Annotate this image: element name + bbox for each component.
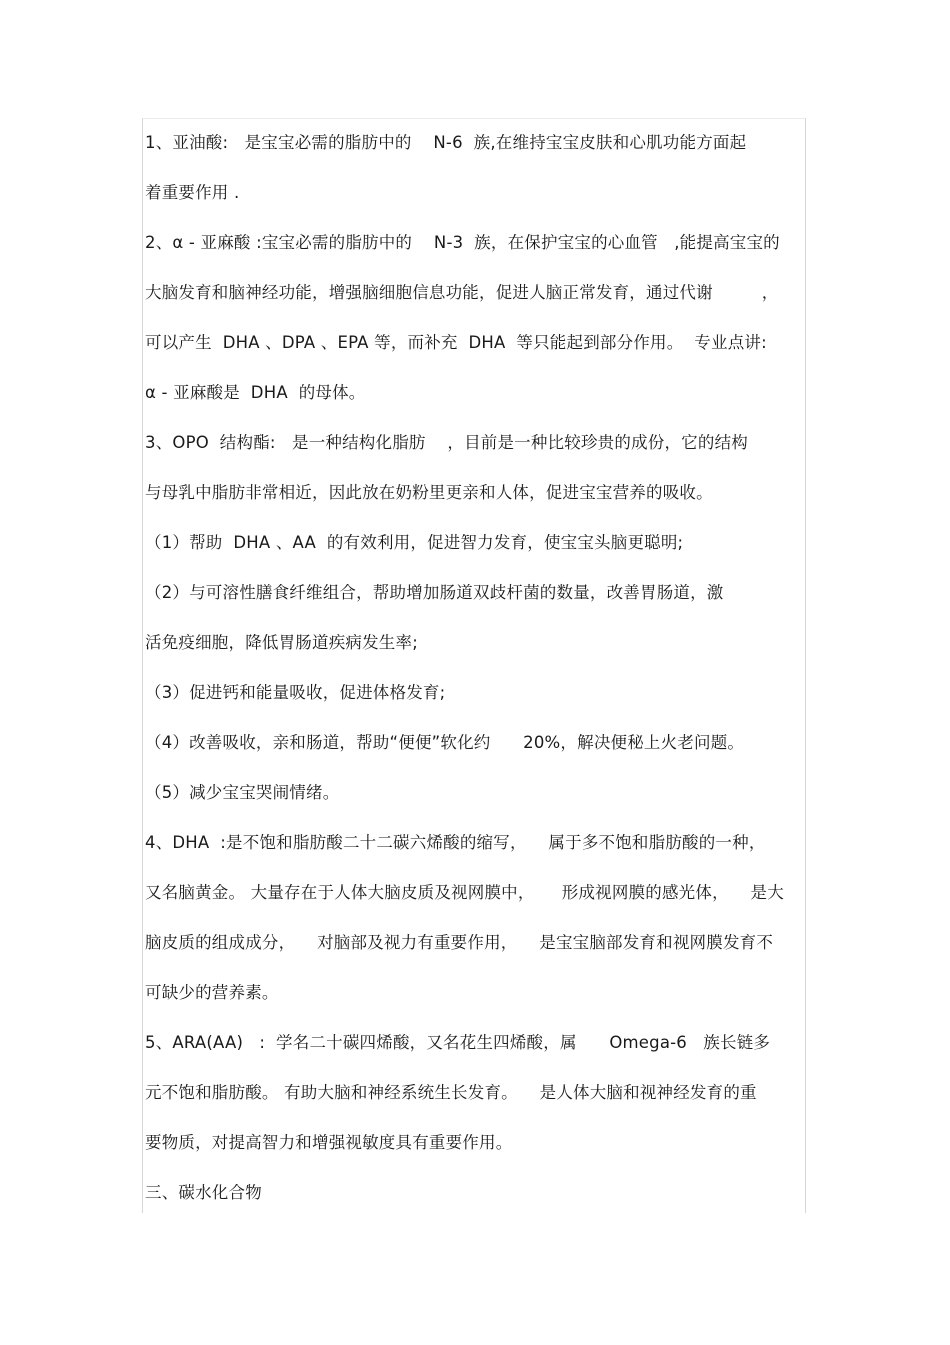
text-line: 与母乳中脂肪非常相近，因此放在奶粉里更亲和人体，促进宝宝营养的吸收。 bbox=[145, 483, 713, 502]
document-body bbox=[145, 118, 810, 1218]
text-line: 可缺少的营养素。 bbox=[145, 983, 279, 1002]
text-line: 大脑发育和脑神经功能，增强脑细胞信息功能，促进人脑正常发育，通过代谢 ， bbox=[145, 283, 779, 302]
text-line: （1）帮助 DHA 、AA 的有效利用，促进智力发育，使宝宝头脑更聪明; bbox=[145, 533, 684, 552]
text-line: 5、ARA(AA) : 学名二十碳四烯酸，又名花生四烯酸，属 Omega-6 族长链多 bbox=[145, 1033, 771, 1052]
text-line: α - 亚麻酸是 DHA 的母体。 bbox=[145, 383, 366, 402]
text-line: （4）改善吸收，亲和肠道，帮助“便便”软化约 20%，解决便秘上火老问题。 bbox=[145, 733, 745, 752]
text-line: 1、亚油酸: 是宝宝必需的脂肪中的 N-6 族,在维持宝宝皮肤和心肌功能方面起 bbox=[145, 133, 747, 152]
text-line: （3）促进钙和能量吸收，促进体格发育; bbox=[145, 683, 446, 702]
text-line: 脑皮质的组成成分， 对脑部及视力有重要作用， 是宝宝脑部发育和视网膜发育不 bbox=[145, 933, 774, 952]
text-line: 活免疫细胞，降低胃肠道疾病发生率; bbox=[145, 633, 418, 652]
text-line: 要物质，对提高智力和增强视敏度具有重要作用。 bbox=[145, 1133, 513, 1152]
text-line: 着重要作用 . bbox=[145, 183, 240, 202]
text-line: 可以产生 DHA 、DPA 、EPA 等，而补充 DHA 等只能起到部分作用。 专业点讲: bbox=[145, 333, 767, 352]
text-line: （5）减少宝宝哭闹情绪。 bbox=[145, 783, 340, 802]
section-heading: 三、碳水化合物 bbox=[145, 1183, 262, 1202]
text-line: 3、OPO 结构酯: 是一种结构化脂肪 ，目前是一种比较珍贵的成份，它的结构 bbox=[145, 433, 748, 452]
text-line: 4、DHA :是不饱和脂肪酸二十二碳六烯酸的缩写， 属于多不饱和脂肪酸的一种， bbox=[145, 833, 766, 852]
text-line: 又名脑黄金。 大量存在于人体大脑皮质及视网膜中， 形成视网膜的感光体， 是大 bbox=[145, 883, 784, 902]
text-line: 2、α - 亚麻酸 :宝宝必需的脂肪中的 N-3 族，在保护宝宝的心血管 ,能提高宝宝的 bbox=[145, 233, 780, 252]
text-line: （2）与可溶性膳食纤维组合，帮助增加肠道双歧杆菌的数量，改善胃肠道，激 bbox=[145, 583, 724, 602]
text-line: 元不饱和脂肪酸。 有助大脑和神经系统生长发育。 是人体大脑和视神经发育的重 bbox=[145, 1083, 757, 1102]
